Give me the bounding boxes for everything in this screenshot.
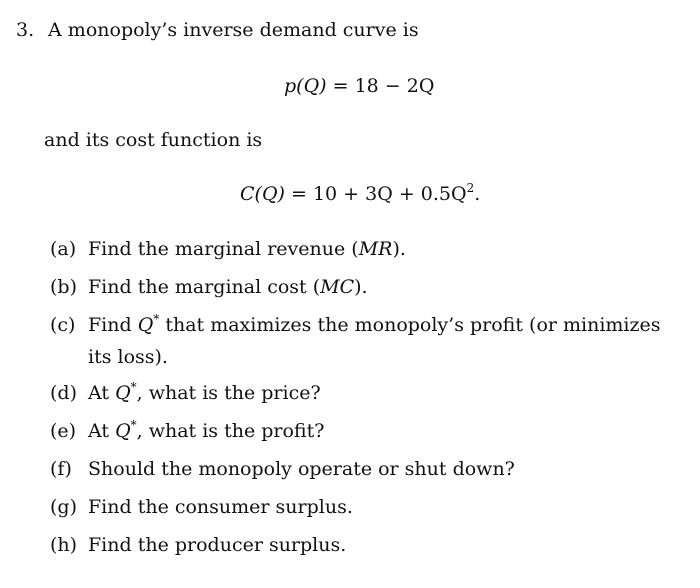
item-label: (a) bbox=[50, 238, 77, 260]
item-math: Q bbox=[137, 314, 154, 336]
cost-equation bbox=[240, 182, 480, 208]
item-superscript: * bbox=[130, 380, 137, 394]
item-text bbox=[88, 492, 680, 522]
item-math: Q bbox=[115, 420, 131, 442]
item-text bbox=[88, 454, 680, 484]
list-item-a bbox=[50, 234, 680, 264]
item-label: (b) bbox=[50, 276, 77, 298]
item-text-before: Find the producer surplus. bbox=[88, 534, 347, 556]
item-label: (g) bbox=[50, 496, 77, 518]
demand-equation bbox=[284, 74, 434, 98]
item-math: MC bbox=[320, 276, 355, 298]
problem-number: 3. bbox=[16, 19, 35, 41]
item-text-after: ). bbox=[392, 238, 406, 260]
list-item-e bbox=[50, 416, 680, 448]
cost-rhs-main: 10 + 3Q + 0.5Q bbox=[312, 183, 467, 205]
cost-rhs-exponent: 2 bbox=[466, 181, 475, 195]
list-item-h bbox=[50, 530, 680, 560]
cost-rhs-end: . bbox=[474, 183, 481, 205]
item-text-after: ). bbox=[354, 276, 368, 298]
item-label: (e) bbox=[50, 420, 77, 442]
item-text-before: Find the marginal cost ( bbox=[88, 276, 321, 298]
item-text-before: At bbox=[88, 382, 116, 404]
item-math: Q bbox=[115, 382, 131, 404]
item-superscript: * bbox=[153, 312, 160, 326]
item-text-before: Find the consumer surplus. bbox=[88, 496, 353, 518]
list-item-g bbox=[50, 492, 680, 522]
demand-rhs: 18 − 2Q bbox=[354, 75, 435, 97]
item-text bbox=[88, 378, 680, 410]
item-text bbox=[88, 272, 680, 302]
list-item-b bbox=[50, 272, 680, 302]
item-label: (d) bbox=[50, 382, 77, 404]
item-text-before: Should the monopoly operate or shut down? bbox=[88, 458, 515, 480]
item-label: (h) bbox=[50, 534, 78, 556]
item-text bbox=[88, 310, 680, 372]
list-item-c bbox=[50, 310, 680, 372]
item-text bbox=[88, 530, 680, 560]
item-text bbox=[88, 234, 680, 264]
item-math: MR bbox=[358, 238, 393, 260]
item-superscript: * bbox=[130, 418, 137, 432]
problem-header bbox=[16, 18, 419, 42]
list-item-d bbox=[50, 378, 680, 410]
demand-equals: = bbox=[332, 75, 349, 97]
demand-lhs: p(Q) bbox=[284, 75, 327, 97]
item-text-after: , what is the profit? bbox=[136, 420, 325, 442]
item-text-before: At bbox=[88, 420, 116, 442]
item-text-after: , what is the price? bbox=[136, 382, 321, 404]
item-label: (f) bbox=[50, 458, 72, 480]
item-label: (c) bbox=[50, 314, 76, 336]
item-text bbox=[88, 416, 680, 448]
list-item-f bbox=[50, 454, 680, 484]
item-text-before: Find the marginal revenue ( bbox=[88, 238, 359, 260]
connector-text: and its cost function is bbox=[44, 129, 263, 151]
cost-lhs: C(Q) bbox=[240, 183, 285, 205]
problem-intro: A monopoly’s inverse demand curve is bbox=[48, 19, 419, 41]
item-text-before: Find bbox=[88, 314, 138, 336]
cost-equals: = bbox=[291, 183, 307, 205]
item-text-after: that maximizes the monopoly’s profit (or minimizes its loss). bbox=[88, 314, 661, 368]
